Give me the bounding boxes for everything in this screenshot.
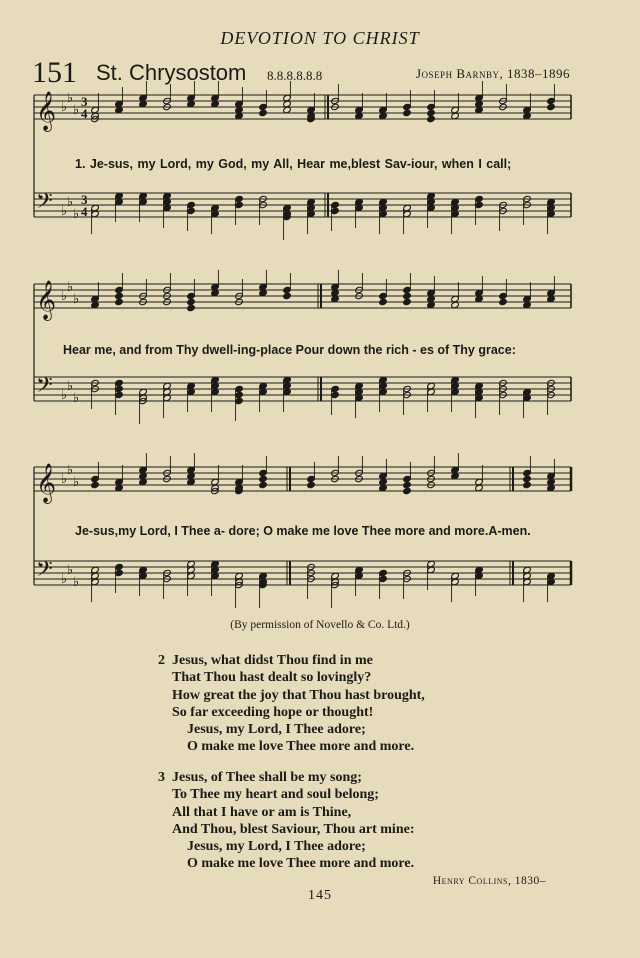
note-head bbox=[259, 109, 268, 116]
verse-2 bbox=[158, 652, 425, 756]
treble-clef-icon: 𝄞 bbox=[36, 91, 57, 131]
verse-3 bbox=[158, 769, 414, 873]
note-head bbox=[307, 481, 316, 488]
note-head bbox=[523, 481, 532, 488]
note-head bbox=[379, 298, 388, 305]
time-signature-bottom: 4 bbox=[81, 106, 88, 121]
flat-icon: ♭ bbox=[67, 195, 74, 210]
flat-icon: ♭ bbox=[73, 391, 80, 406]
note-head bbox=[259, 481, 268, 488]
verse-line: So far exceeding hope or thought! bbox=[172, 704, 374, 720]
treble-clef-icon: 𝄞 bbox=[36, 463, 57, 503]
flat-icon: ♭ bbox=[61, 388, 68, 403]
flat-icon: ♭ bbox=[73, 475, 80, 490]
time-signature-top: 3 bbox=[81, 192, 88, 207]
meter: 8.8.8.8.8.8 bbox=[267, 68, 323, 83]
refrain-line: Jesus, my Lord, I Thee adore; bbox=[187, 839, 366, 855]
refrain-line: Jesus, my Lord, I Thee adore; bbox=[187, 722, 366, 738]
flat-icon: ♭ bbox=[73, 292, 80, 307]
flat-icon: ♭ bbox=[61, 204, 68, 219]
note-head bbox=[427, 115, 436, 122]
flat-icon: ♭ bbox=[61, 572, 68, 587]
bass-clef-icon: 𝄢 bbox=[36, 373, 53, 403]
verse-line: Jesus, what didst Thou find in me bbox=[172, 653, 373, 668]
note-head bbox=[547, 103, 556, 110]
note-head bbox=[115, 298, 124, 305]
note-head bbox=[259, 475, 268, 482]
composer-credit: Joseph Barnby, 1838–1896 bbox=[416, 66, 570, 81]
flat-icon: ♭ bbox=[61, 472, 68, 487]
note-head bbox=[403, 481, 412, 488]
section-heading: DEVOTION TO CHRIST bbox=[220, 28, 420, 48]
flat-icon: ♭ bbox=[67, 280, 74, 295]
verse-number: 2 bbox=[158, 653, 165, 668]
flat-icon: ♭ bbox=[61, 289, 68, 304]
tune-name: St. Chrysostom bbox=[96, 60, 247, 85]
verse-line: That Thou hast dealt so lovingly? bbox=[172, 670, 372, 686]
flat-icon: ♭ bbox=[67, 563, 74, 578]
lyric-line-1: 1. Je-sus, my Lord, my God, my All, Hear me,blest Sav-iour, when I call; bbox=[75, 157, 512, 171]
flat-icon: ♭ bbox=[73, 207, 80, 222]
flat-icon: ♭ bbox=[67, 463, 74, 478]
verse-number: 3 bbox=[158, 770, 165, 785]
note-head bbox=[187, 304, 196, 311]
verse-line: And Thou, blest Saviour, Thou art mine: bbox=[172, 821, 415, 837]
note-head bbox=[115, 292, 124, 299]
lyric-line-2: Hear me, and from Thy dwell-ing-place Pour down the rich - es of Thy grace: bbox=[63, 343, 516, 357]
note-head bbox=[187, 298, 196, 305]
bass-clef-icon: 𝄢 bbox=[36, 557, 53, 587]
note-head bbox=[403, 298, 412, 305]
verse-line: Jesus, of Thee shall be my song; bbox=[172, 770, 362, 785]
page-number: 145 bbox=[308, 888, 332, 903]
time-signature-top: 3 bbox=[81, 94, 88, 109]
note-head bbox=[403, 487, 412, 494]
treble-clef-icon: 𝄞 bbox=[36, 280, 57, 320]
note-head bbox=[403, 292, 412, 299]
note-head bbox=[91, 481, 100, 488]
verse-line: All that I have or am is Thine, bbox=[172, 804, 352, 820]
bass-clef-icon: 𝄢 bbox=[36, 189, 53, 219]
note-head bbox=[427, 109, 436, 116]
flat-icon: ♭ bbox=[73, 575, 80, 590]
flat-icon: ♭ bbox=[61, 100, 68, 115]
hymn-number: 151 bbox=[32, 56, 77, 89]
flat-icon: ♭ bbox=[67, 379, 74, 394]
note-head bbox=[403, 109, 412, 116]
author-credit: Henry Collins, 1830– bbox=[432, 875, 546, 887]
time-signature-bottom: 4 bbox=[81, 204, 88, 219]
note-head bbox=[523, 475, 532, 482]
flat-icon: ♭ bbox=[67, 91, 74, 106]
note-head bbox=[499, 298, 508, 305]
permission-note: (By permission of Novello & Co. Ltd.) bbox=[230, 619, 410, 631]
note-head bbox=[283, 292, 292, 299]
verse-line: To Thee my heart and soul belong; bbox=[172, 787, 379, 803]
refrain-line: O make me love Thee more and more. bbox=[187, 856, 415, 872]
flat-icon: ♭ bbox=[73, 103, 80, 118]
verse-line: How great the joy that Thou hast brought, bbox=[172, 687, 425, 703]
refrain-line: O make me love Thee more and more. bbox=[187, 739, 415, 755]
lyric-line-3: Je-sus,my Lord, I Thee a- dore; O make me love Thee more and more.A-men. bbox=[75, 524, 531, 538]
